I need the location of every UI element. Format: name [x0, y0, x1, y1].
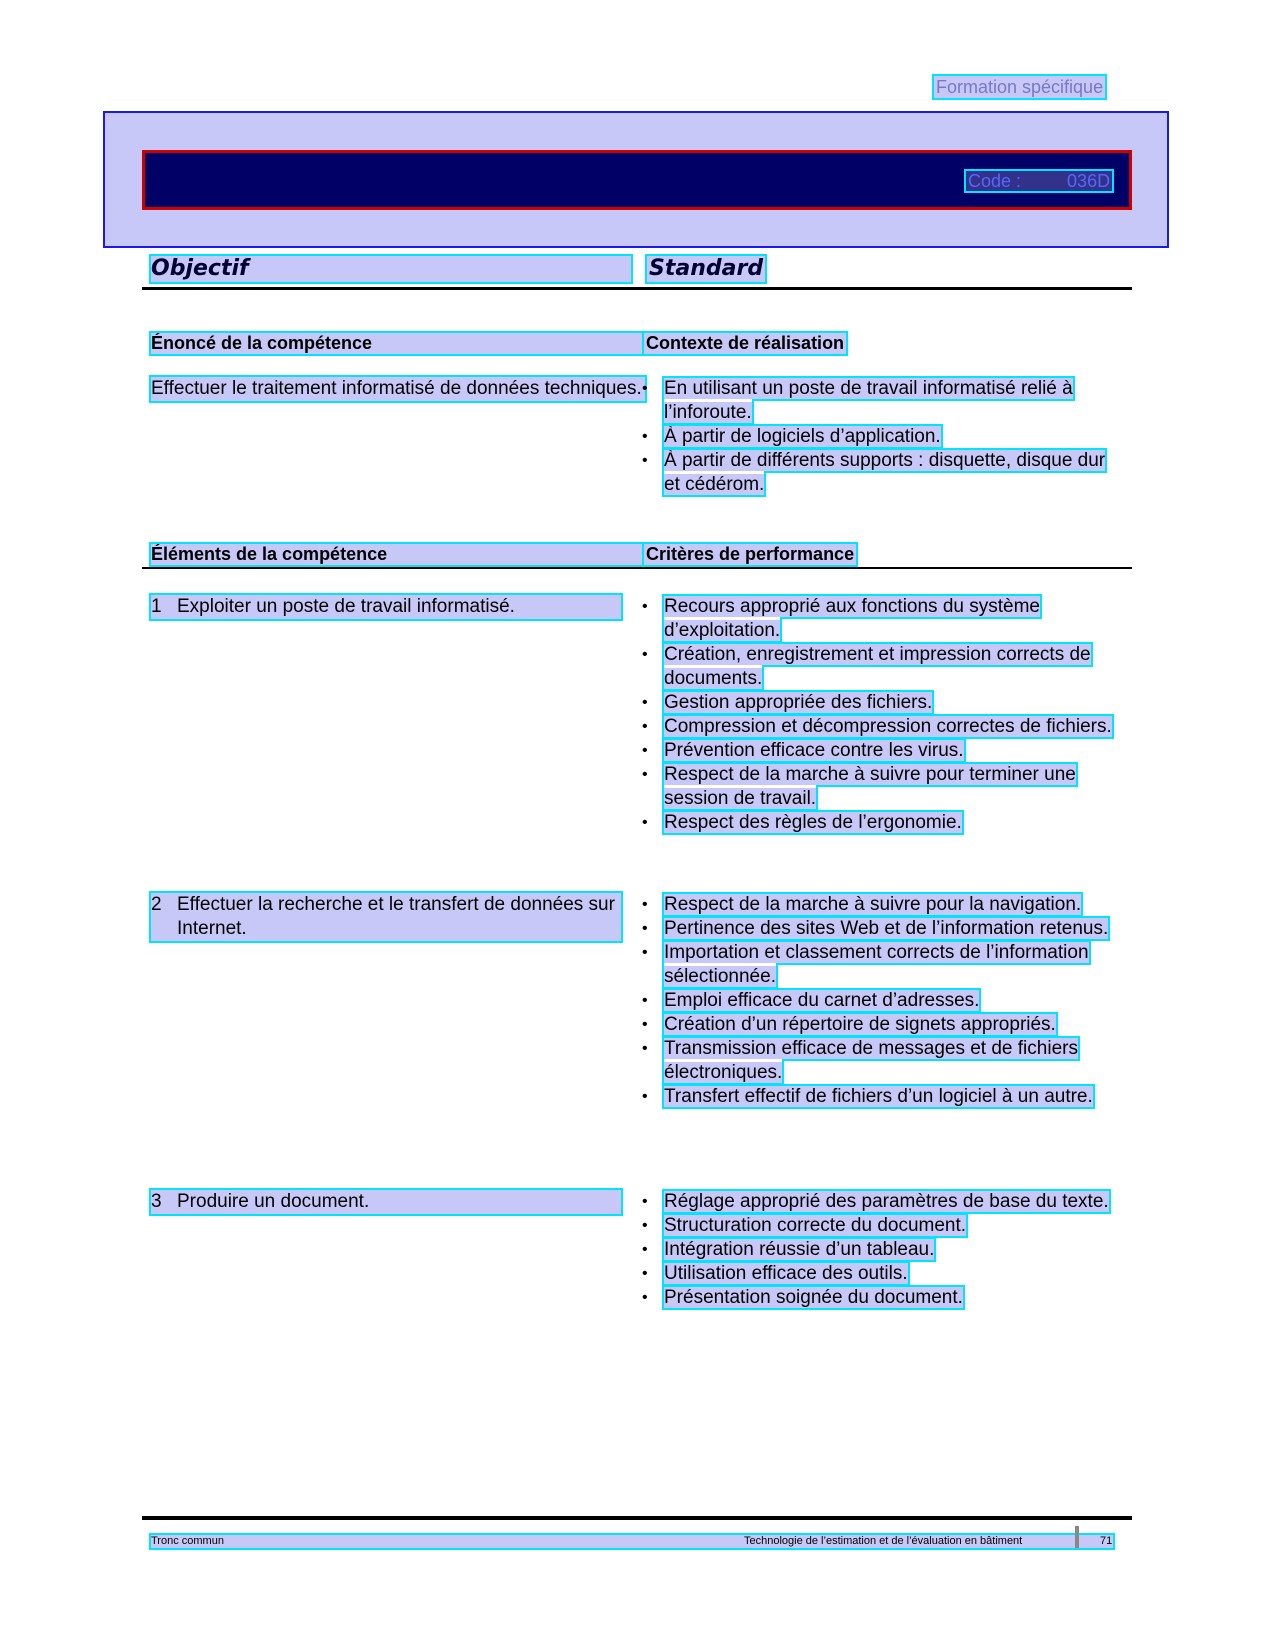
criterion-item [642, 989, 1122, 1013]
criterion-text: Respect des règles de l’ergonomie. [664, 812, 962, 833]
criterion-text: Transfert effectif de fichiers d’un logiciel à un autre. [664, 1086, 1093, 1107]
standard-heading: Standard [649, 256, 764, 281]
criterion-text: Importation et classement corrects de l’information sélectionnée. [664, 942, 1089, 987]
bullet-icon: • [642, 718, 648, 735]
criterion-text: Emploi efficace du carnet d’adresses. [664, 990, 980, 1011]
criterion-item [642, 917, 1122, 941]
criterion-text: Structuration correcte du document. [664, 1215, 967, 1236]
criterion-item [642, 1262, 1122, 1286]
element-text: Effectuer la recherche et le transfert de données sur Internet. [177, 894, 615, 939]
criterion-item [642, 691, 1122, 715]
criterion-item [642, 1013, 1122, 1037]
elements-title: Éléments de la compétence [151, 544, 645, 565]
bullet-icon: • [642, 1241, 648, 1258]
element-item [151, 1190, 621, 1214]
criteria-list [642, 595, 1122, 835]
bullet-icon: • [642, 1289, 648, 1306]
criterion-item [642, 449, 1122, 497]
bullet-icon: • [642, 598, 648, 615]
bullet-icon: • [642, 814, 648, 831]
bullet-icon: • [642, 1265, 648, 1282]
bullet-icon: • [642, 380, 648, 397]
bullet-icon: • [642, 646, 648, 663]
criterion-item [642, 1190, 1122, 1214]
footer-rule [142, 1516, 1132, 1520]
criterion-item [642, 595, 1122, 643]
bullet-icon: • [642, 944, 648, 961]
bullet-icon: • [642, 766, 648, 783]
criteres-title: Critères de performance [646, 544, 855, 564]
criteria-list [642, 1190, 1122, 1310]
criterion-item [642, 1286, 1122, 1310]
contexte-list [642, 377, 1122, 497]
enonce-text: Effectuer le traitement informatisé de données techniques. [151, 377, 645, 401]
criterion-text: À partir de logiciels d’application. [664, 426, 941, 447]
criterion-item [642, 893, 1122, 917]
code-label-text: Code : [968, 171, 1022, 191]
criterion-text: Intégration réussie d’un tableau. [664, 1239, 935, 1260]
criterion-item [642, 1085, 1122, 1109]
element-item [151, 893, 621, 941]
criterion-text: Réglage approprié des paramètres de base du texte. [664, 1191, 1109, 1212]
criterion-text: Présentation soignée du document. [664, 1287, 963, 1308]
element-text: Exploiter un poste de travail informatisé. [177, 596, 515, 617]
element-number: 1 [151, 596, 162, 617]
enonce-title: Énoncé de la compétence [151, 333, 645, 354]
criterion-item [642, 941, 1122, 989]
page-marker [1075, 1526, 1079, 1548]
bullet-icon: • [642, 1193, 648, 1210]
bullet-icon: • [642, 1016, 648, 1033]
element-item [151, 595, 621, 619]
criterion-text: Compression et décompression correctes de fichiers. [664, 716, 1112, 737]
code-label [966, 171, 1112, 191]
criterion-item [642, 1037, 1122, 1085]
bullet-icon: • [642, 1217, 648, 1234]
bullet-icon: • [642, 920, 648, 937]
elements-rule [142, 567, 1132, 569]
criterion-text: Gestion appropriée des fichiers. [664, 692, 933, 713]
element-text: Produire un document. [177, 1191, 370, 1212]
criterion-text: À partir de différents supports : disquette, disque dur et cédérom. [664, 450, 1106, 495]
bullet-icon: • [642, 1088, 648, 1105]
criterion-text: Utilisation efficace des outils. [664, 1263, 908, 1284]
footer-left: Tronc commun [151, 1535, 224, 1547]
criterion-text: Recours approprié aux fonctions du système d’exploitation. [664, 596, 1040, 641]
criterion-text: Respect de la marche à suivre pour terminer une session de travail. [664, 764, 1076, 809]
bullet-icon: • [642, 428, 648, 445]
element-number: 3 [151, 1191, 162, 1212]
criteria-list [642, 893, 1122, 1109]
enonce-text-block [151, 377, 645, 401]
criterion-text: Pertinence des sites Web et de l’information retenus. [664, 918, 1109, 939]
criterion-text: Création d’un répertoire de signets appropriés. [664, 1014, 1056, 1035]
criterion-text: Respect de la marche à suivre pour la navigation. [664, 894, 1082, 915]
criterion-item [642, 811, 1122, 835]
criterion-item [642, 739, 1122, 763]
criterion-item [642, 1238, 1122, 1262]
page-number: 71 [1100, 1535, 1113, 1547]
bullet-icon: • [642, 1040, 648, 1057]
criterion-text: Transmission efficace de messages et de fichiers électroniques. [664, 1038, 1078, 1083]
criterion-item [642, 1214, 1122, 1238]
bullet-icon: • [642, 992, 648, 1009]
criterion-text: Prévention efficace contre les virus. [664, 740, 964, 761]
bullet-icon: • [642, 742, 648, 759]
heading-rule [142, 287, 1132, 290]
criterion-text: En utilisant un poste de travail informatisé relié à l’inforoute. [664, 378, 1073, 423]
criterion-text: Création, enregistrement et impression corrects de documents. [664, 644, 1091, 689]
criterion-item [642, 377, 1122, 425]
criterion-item [642, 643, 1122, 691]
criterion-item [642, 715, 1122, 739]
formation-label: Formation spécifique [936, 77, 1104, 97]
bullet-icon: • [642, 694, 648, 711]
contexte-title: Contexte de réalisation [646, 333, 845, 353]
element-number: 2 [151, 894, 162, 915]
criterion-item [642, 763, 1122, 811]
objectif-heading: Objectif [151, 256, 631, 282]
criterion-item [642, 425, 1122, 449]
bullet-icon: • [642, 452, 648, 469]
bullet-icon: • [642, 896, 648, 913]
footer-right: Technologie de l’estimation et de l’évaluation en bâtiment [744, 1535, 1023, 1547]
code-value: 036D [1067, 171, 1111, 191]
